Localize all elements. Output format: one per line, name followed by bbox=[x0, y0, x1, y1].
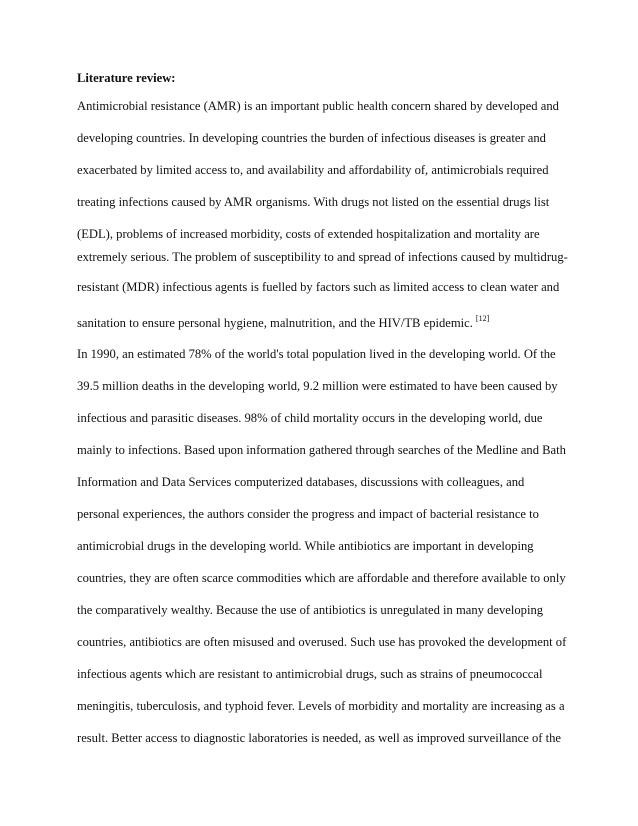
paragraph-line: meningitis, tuberculosis, and typhoid fever. Levels of morbidity and mortality are increasing as a bbox=[77, 699, 565, 713]
paragraph-line bbox=[77, 311, 489, 331]
paragraph-line: 39.5 million deaths in the developing world, 9.2 million were estimated to have been caused by bbox=[77, 379, 558, 393]
paragraph-line: antimicrobial drugs in the developing world. While antibiotics are important in developing bbox=[77, 539, 534, 553]
paragraph-line: Information and Data Services computerized databases, discussions with colleagues, and bbox=[77, 475, 525, 489]
paragraph-line: In 1990, an estimated 78% of the world's total population lived in the developing world. Of the bbox=[77, 347, 556, 361]
paragraph-line: (EDL), problems of increased morbidity, costs of extended hospitalization and mortality are bbox=[77, 227, 540, 241]
paragraph-line: treating infections caused by AMR organisms. With drugs not listed on the essential drugs list bbox=[77, 195, 550, 209]
citation-superscript: [12] bbox=[475, 314, 490, 323]
paragraph-line: result. Better access to diagnostic laboratories is needed, as well as improved surveillance of the bbox=[77, 731, 561, 745]
paragraph-text: sanitation to ensure personal hygiene, malnutrition, and the HIV/TB epidemic. bbox=[77, 316, 473, 330]
paragraph-line: infectious agents which are resistant to antimicrobial drugs, such as strains of pneumococcal bbox=[77, 667, 543, 681]
paragraph-line: resistant (MDR) infectious agents is fuelled by factors such as limited access to clean water and bbox=[77, 280, 560, 294]
paragraph-line: exacerbated by limited access to, and availability and affordability of, antimicrobials required bbox=[77, 163, 549, 177]
paragraph-line: countries, antibiotics are often misused and overused. Such use has provoked the development of bbox=[77, 635, 567, 649]
paragraph-line: countries, they are often scarce commodities which are affordable and therefore available to only bbox=[77, 571, 566, 585]
paragraph-line: infectious and parasitic diseases. 98% of child mortality occurs in the developing world, due bbox=[77, 411, 543, 425]
paragraph-line: Antimicrobial resistance (AMR) is an important public health concern shared by developed and bbox=[77, 99, 559, 113]
section-heading: Literature review: bbox=[77, 71, 176, 85]
paragraph-line: developing countries. In developing countries the burden of infectious diseases is greater and bbox=[77, 131, 546, 145]
paragraph-line: personal experiences, the authors consider the progress and impact of bacterial resistance to bbox=[77, 507, 539, 521]
paragraph-line: mainly to infections. Based upon information gathered through searches of the Medline and Bath bbox=[77, 443, 566, 457]
paragraph-line: the comparatively wealthy. Because the use of antibiotics is unregulated in many developing bbox=[77, 603, 544, 617]
paragraph-line: extremely serious. The problem of susceptibility to and spread of infections caused by multidrug- bbox=[77, 250, 568, 264]
